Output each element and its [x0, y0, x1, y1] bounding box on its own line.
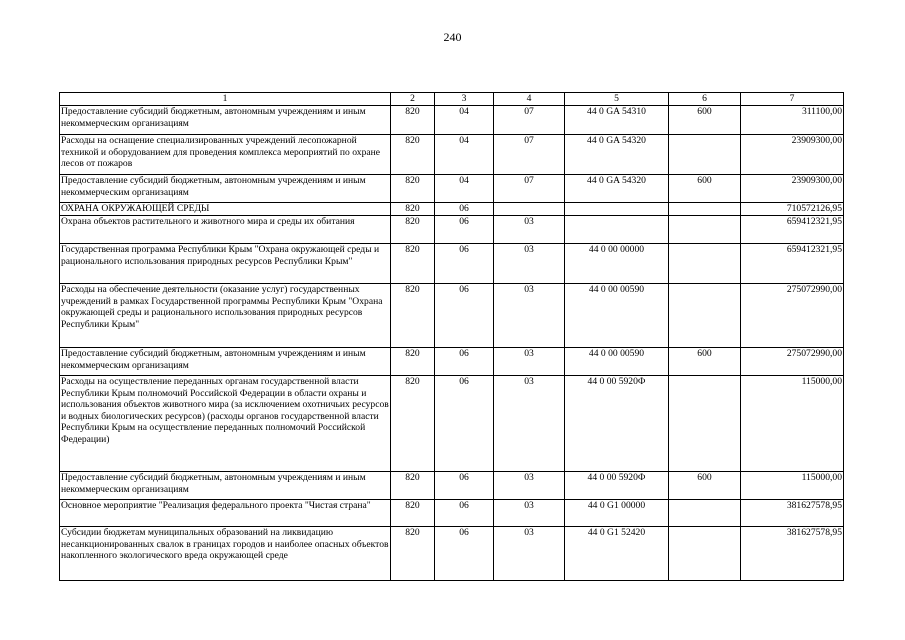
cell-subsection: 03 — [494, 216, 565, 244]
cell-subsection: 03 — [494, 500, 565, 527]
cell-section: 06 — [435, 472, 494, 500]
row-name: Расходы на обеспечение деятельности (оказание услуг) государственных учреждений в рамках Государственной программы Республики Крым "Охрана окружающей среды и рационального использования природных ресурсов Республики Крым" — [60, 284, 391, 348]
table-row — [60, 203, 844, 216]
cell-target-article: 44 0 00 00000 — [565, 244, 669, 284]
cell-target-article: 44 0 00 00590 — [565, 284, 669, 348]
cell-subsection: 03 — [494, 472, 565, 500]
cell-target-article: 44 0 G1 00000 — [565, 500, 669, 527]
column-header-1: 1 — [60, 93, 391, 106]
cell-subsection: 03 — [494, 348, 565, 376]
column-header-7: 7 — [741, 93, 844, 106]
cell-section: 06 — [435, 500, 494, 527]
cell-expense-type — [669, 500, 741, 527]
cell-expense-type: 600 — [669, 175, 741, 203]
table-header-row — [60, 93, 844, 106]
cell-expense-type — [669, 284, 741, 348]
table-row — [60, 284, 844, 348]
column-header-4: 4 — [494, 93, 565, 106]
row-name: ОХРАНА ОКРУЖАЮЩЕЙ СРЕДЫ — [60, 203, 391, 216]
cell-section: 04 — [435, 106, 494, 135]
column-header-6: 6 — [669, 93, 741, 106]
table-row — [60, 527, 844, 581]
cell-amount: 275072990,00 — [741, 348, 844, 376]
cell-ministry: 820 — [391, 106, 435, 135]
column-header-3: 3 — [435, 93, 494, 106]
cell-ministry: 820 — [391, 472, 435, 500]
cell-target-article: 44 0 GA 54310 — [565, 106, 669, 135]
column-header-5: 5 — [565, 93, 669, 106]
row-name: Предоставление субсидий бюджетным, автономным учреждениям и иным некоммерческим организациям — [60, 348, 391, 376]
table-row — [60, 216, 844, 244]
cell-amount: 311100,00 — [741, 106, 844, 135]
cell-target-article: 44 0 GA 54320 — [565, 175, 669, 203]
row-name: Охрана объектов растительного и животного мира и среды их обитания — [60, 216, 391, 244]
cell-expense-type: 600 — [669, 106, 741, 135]
cell-ministry: 820 — [391, 175, 435, 203]
table-row — [60, 106, 844, 135]
table-row — [60, 472, 844, 500]
cell-section: 06 — [435, 244, 494, 284]
cell-section: 06 — [435, 216, 494, 244]
table-row — [60, 348, 844, 376]
cell-subsection: 03 — [494, 244, 565, 284]
cell-ministry: 820 — [391, 500, 435, 527]
cell-amount: 381627578,95 — [741, 527, 844, 581]
row-name: Субсидии бюджетам муниципальных образований на ликвидацию несанкционированных свалок в границах городов и наиболее опасных объектов накопленного экологического вреда окружающей среде — [60, 527, 391, 581]
row-name: Расходы на осуществление переданных органам государственной власти Республики Крым полномочий Российской Федерации в области охраны и использования объектов животного мира (за исключением охотничьих ресурсов и водных биологических ресурсов) (расходы органов государственной власти Республики Крым на осуществление переданных полномочий Российской Федерации) — [60, 376, 391, 472]
cell-expense-type — [669, 216, 741, 244]
cell-section: 06 — [435, 527, 494, 581]
cell-amount: 23909300,00 — [741, 175, 844, 203]
cell-subsection: 03 — [494, 527, 565, 581]
cell-subsection: 07 — [494, 175, 565, 203]
cell-target-article: 44 0 00 5920Ф — [565, 376, 669, 472]
cell-section: 04 — [435, 175, 494, 203]
row-name: Предоставление субсидий бюджетным, автономным учреждениям и иным некоммерческим организациям — [60, 106, 391, 135]
table-row — [60, 135, 844, 175]
cell-ministry: 820 — [391, 376, 435, 472]
cell-expense-type — [669, 376, 741, 472]
cell-expense-type — [669, 527, 741, 581]
table-row — [60, 500, 844, 527]
column-header-2: 2 — [391, 93, 435, 106]
cell-target-article: 44 0 GA 54320 — [565, 135, 669, 175]
cell-subsection: 03 — [494, 376, 565, 472]
table-row — [60, 244, 844, 284]
cell-ministry: 820 — [391, 527, 435, 581]
cell-amount: 23909300,00 — [741, 135, 844, 175]
cell-section: 06 — [435, 203, 494, 216]
cell-subsection: 07 — [494, 106, 565, 135]
cell-subsection — [494, 203, 565, 216]
cell-subsection: 03 — [494, 284, 565, 348]
cell-expense-type — [669, 244, 741, 284]
row-name: Предоставление субсидий бюджетным, автономным учреждениям и иным некоммерческим организациям — [60, 472, 391, 500]
cell-section: 06 — [435, 376, 494, 472]
cell-amount: 115000,00 — [741, 472, 844, 500]
cell-section: 06 — [435, 284, 494, 348]
table-row — [60, 376, 844, 472]
cell-amount: 115000,00 — [741, 376, 844, 472]
cell-expense-type: 600 — [669, 472, 741, 500]
cell-ministry: 820 — [391, 284, 435, 348]
cell-amount: 659412321,95 — [741, 244, 844, 284]
cell-ministry: 820 — [391, 135, 435, 175]
cell-target-article: 44 0 00 00590 — [565, 348, 669, 376]
cell-expense-type: 600 — [669, 348, 741, 376]
cell-target-article: 44 0 G1 52420 — [565, 527, 669, 581]
cell-amount: 275072990,00 — [741, 284, 844, 348]
cell-amount: 659412321,95 — [741, 216, 844, 244]
row-name: Предоставление субсидий бюджетным, автономным учреждениям и иным некоммерческим организациям — [60, 175, 391, 203]
cell-ministry: 820 — [391, 348, 435, 376]
cell-amount: 381627578,95 — [741, 500, 844, 527]
table-row — [60, 175, 844, 203]
row-name: Расходы на оснащение специализированных учреждений лесопожарной техникой и оборудованием для проведения комплекса мероприятий по охране лесов от пожаров — [60, 135, 391, 175]
cell-ministry: 820 — [391, 216, 435, 244]
cell-section: 04 — [435, 135, 494, 175]
cell-target-article: 44 0 00 5920Ф — [565, 472, 669, 500]
budget-table — [59, 92, 844, 581]
cell-ministry: 820 — [391, 203, 435, 216]
cell-expense-type — [669, 135, 741, 175]
cell-subsection: 07 — [494, 135, 565, 175]
cell-target-article — [565, 203, 669, 216]
cell-target-article — [565, 216, 669, 244]
cell-ministry: 820 — [391, 244, 435, 284]
row-name: Основное мероприятие "Реализация федерального проекта "Чистая страна" — [60, 500, 391, 527]
cell-expense-type — [669, 203, 741, 216]
cell-section: 06 — [435, 348, 494, 376]
page-number: 240 — [443, 30, 462, 44]
cell-amount: 710572126,95 — [741, 203, 844, 216]
row-name: Государственная программа Республики Крым "Охрана окружающей среды и рационального использования природных ресурсов Республики Крым" — [60, 244, 391, 284]
